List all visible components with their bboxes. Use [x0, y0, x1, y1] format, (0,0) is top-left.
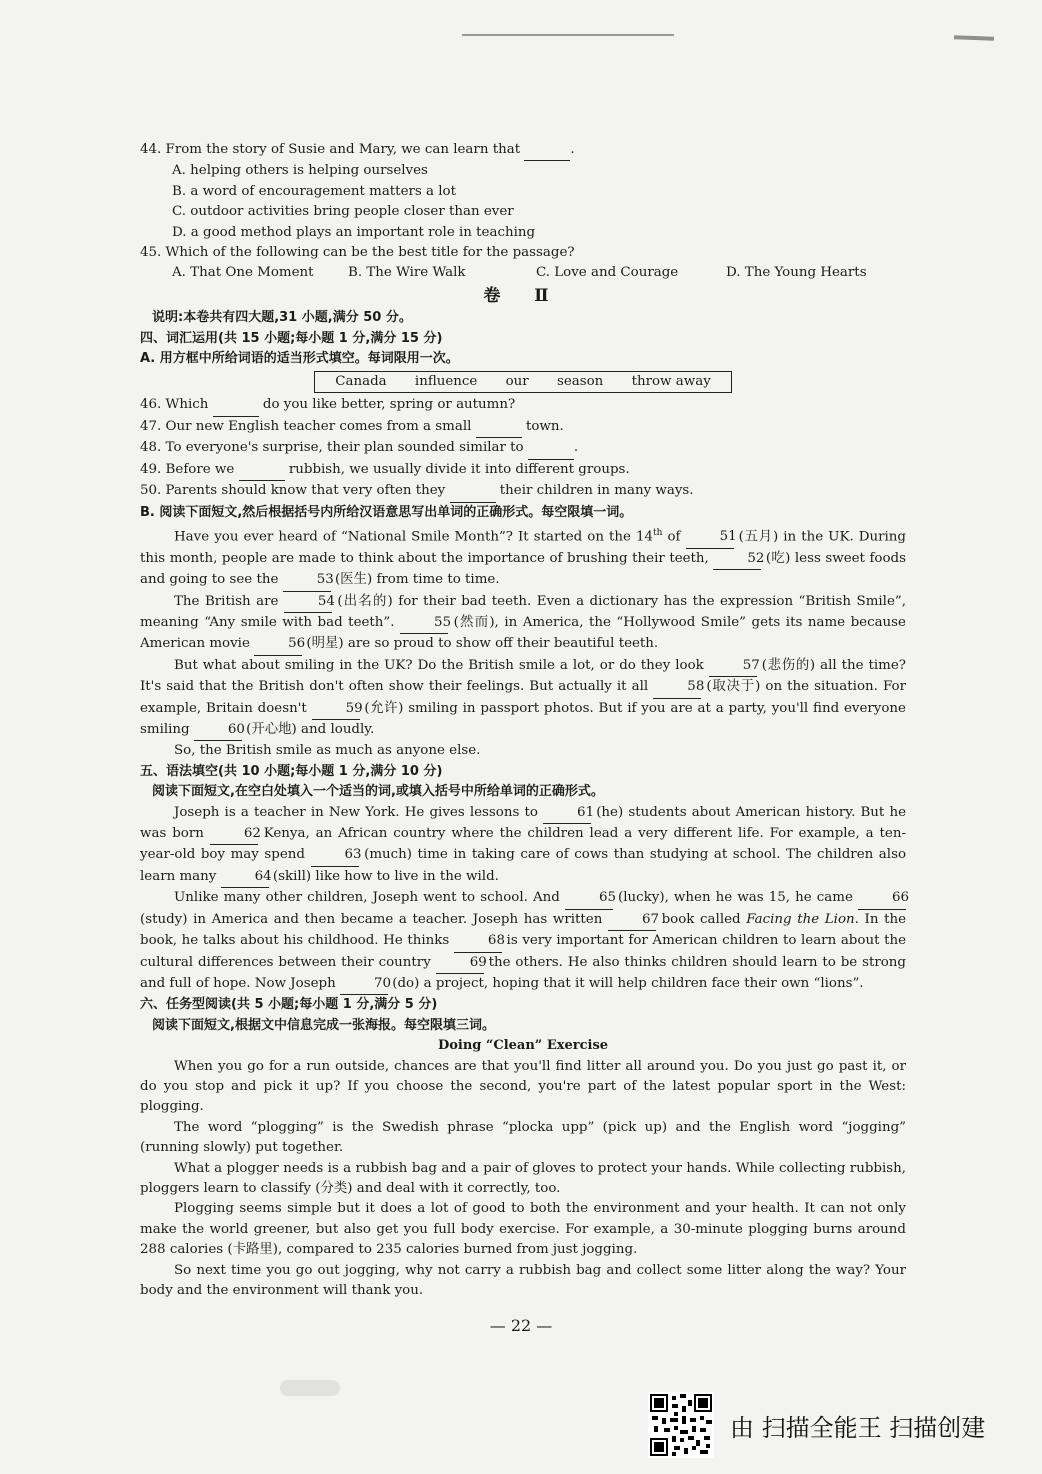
passage-d-title: Doing “Clean” Exercise — [437, 1038, 609, 1054]
question-48: 48. To everyone's surprise, their plan sounded similar to . — [140, 438, 906, 459]
page-number: — 22 — — [489, 1316, 553, 1335]
passage-b-paragraph-2: The British are 54 (出名的) for their bad teeth. Even a dictionary has the expression “British Smile”, meaning “Any smile with bad teeth”. 55 (然而), in America, the “Hollywood Smile” gets its name because American movie 56 (明星) are so proud to show off their beautiful teeth. — [140, 592, 906, 656]
blank-58: 58 — [653, 677, 701, 698]
answer-blank — [524, 140, 570, 161]
q45-option-a: A. That One Moment — [172, 265, 314, 281]
question-46: 46. Which do you like better, spring or autumn? — [140, 395, 906, 416]
blank-64: 64 — [221, 867, 269, 888]
blank-51: 51 — [686, 527, 734, 548]
word-box-item: throw away — [631, 374, 711, 390]
answer-blank — [239, 460, 285, 481]
passage-d-paragraph: The word “plogging” is the Swedish phrase “plocka upp” (pick up) and the English word “jogging” (running slowly) put together. — [140, 1119, 906, 1156]
blank-70: 70 — [340, 974, 388, 995]
scanner-watermark — [648, 1392, 985, 1458]
passage-c-paragraph-1: Joseph is a teacher in New York. He gives lessons to 61 (he) students about American history. But he was born 62 Kenya, an African country where the children lead a very different life. For example, a ten-year-old boy may spend 63 (much) time in taking care of cows than studying at school. The children also learn many 64 (skill) like how to live in the wild. — [140, 803, 906, 889]
passage-b-paragraph-4: So, the British smile as much as anyone else. — [174, 743, 481, 759]
passage-d-paragraph: So next time you go out jogging, why not carry a rubbish bag and collect some litter along the way? Your body and the environment will thank you. — [140, 1262, 906, 1298]
word-box — [314, 371, 732, 393]
question-49: 49. Before we rubbish, we usually divide it into different groups. — [140, 460, 906, 481]
passage-d-paragraph: When you go for a run outside, chances are that you'll find litter all around you. Do you just go past it, or do you stop and pick it up? If you choose the second, you're part of the latest popular sport in the West: plogging. — [140, 1058, 906, 1115]
passage-b-paragraph-3: But what about smiling in the UK? Do the British smile a lot, or do they look 57 (悲伤的) all the time? It's said that the British don't often show their feelings. But actually it all 58 (取决于) on the situation. For example, Britain doesn't 59 (允许) smiling in passport photos. But if you are at a party, you'll find everyone smiling 60 (开心地) and loudly. — [140, 656, 906, 742]
question-45: 45. Which of the following can be the best title for the passage? — [140, 245, 575, 261]
blank-61: 61 — [543, 803, 591, 824]
passage-b-paragraph-1: Have you ever heard of “National Smile Month”? It started on the 14th of 51 (五月) in the UK. During this month, people are made to think about the importance of brushing their teeth, 52 (吃) less sweet foods and going to see the 53 (医生) from time to time. — [140, 523, 906, 592]
q44-option-b: B. a word of encouragement matters a lot — [172, 183, 456, 199]
answer-blank — [213, 395, 259, 416]
word-box-item: influence — [414, 374, 478, 390]
section-4b-instruction: B. 阅读下面短文,然后根据括号内所给汉语意思写出单词的正确形式。每空限填一词。 — [140, 504, 633, 520]
answer-blank — [528, 438, 574, 459]
blank-65: 65 — [565, 888, 613, 909]
word-box-row — [140, 371, 906, 393]
section-5-heading: 五、语法填空(共 10 小题;每小题 1 分,满分 10 分) — [140, 763, 443, 779]
word-box-item: season — [556, 374, 604, 390]
q45-option-d: D. The Young Hearts — [726, 265, 867, 281]
scan-top-rule — [462, 34, 674, 36]
passage-d-paragraph: Plogging seems simple but it does a lot of good to both the environment and your health. It can not only make the world greener, but also get you full body exercise. For example, a 30-minute plogging burns around 288 calories (卡路里), compared to 235 calories burned from just jogging. — [140, 1201, 906, 1258]
blank-66: 66 — [858, 888, 906, 909]
answer-blank — [450, 481, 496, 502]
passage-d-paragraph: What a plogger needs is a rubbish bag and a pair of gloves to protect your hands. While collecting rubbish, ploggers learn to classify (分类) and deal with it correctly, too. — [140, 1160, 906, 1196]
q45-option-b: B. The Wire Walk — [348, 265, 466, 281]
blank-52: 52 — [713, 549, 761, 570]
word-box-item: our — [505, 374, 529, 390]
scan-top-mark — [954, 35, 994, 40]
answer-blank — [476, 417, 522, 438]
volume-title: 卷 Ⅱ — [483, 285, 563, 306]
q45-options — [140, 263, 906, 283]
section-5-instruction: 阅读下面短文,在空白处填入一个适当的词,或填入括号中所给单词的正确形式。 — [152, 784, 604, 800]
passage-c-paragraph-2: Unlike many other children, Joseph went to school. And 65 (lucky), when he was 15, he came 66 (study) in America and then became a teacher. Joseph has written 67 book called Facing the Lion. In the book, he talks about his childhood. He thinks 68 is very important for American children to learn about the cultural differences between their country 69 the others. He also thinks children should learn to be strong and full of hope. Now Joseph 70 (do) a project, hoping that it will help children face their own “lions”. — [140, 888, 906, 995]
blank-60: 60 — [194, 720, 242, 741]
question-47: 47. Our new English teacher comes from a small town. — [140, 417, 906, 438]
exam-page — [140, 140, 910, 1301]
word-box-item: Canada — [335, 374, 387, 390]
blank-59: 59 — [312, 699, 360, 720]
section-6-heading: 六、任务型阅读(共 5 小题;每小题 1 分,满分 5 分) — [140, 997, 438, 1013]
blank-67: 67 — [608, 910, 656, 931]
blank-55: 55 — [400, 613, 448, 634]
qr-code-icon — [648, 1392, 714, 1458]
blank-63: 63 — [311, 845, 359, 866]
watermark-text: 由 扫描全能王 扫描创建 — [730, 1413, 986, 1442]
q44-option-c: C. outdoor activities bring people closer than ever — [172, 204, 514, 220]
section-6-instruction: 阅读下面短文,根据文中信息完成一张海报。每空限填三词。 — [152, 1017, 495, 1033]
blank-62: 62 — [210, 824, 258, 845]
question-50: 50. Parents should know that very often they their children in many ways. — [140, 481, 906, 502]
blank-57: 57 — [709, 656, 757, 677]
blank-53: 53 — [283, 570, 331, 591]
blank-69: 69 — [436, 953, 484, 974]
q45-option-c: C. Love and Courage — [536, 265, 679, 281]
book-title: Facing the Lion — [746, 911, 855, 927]
section-4-heading: 四、词汇运用(共 15 小题;每小题 1 分,满分 15 分) — [140, 330, 443, 346]
section-4a-instruction: A. 用方框中所给词语的适当形式填空。每词限用一次。 — [140, 351, 459, 367]
blank-56: 56 — [254, 634, 302, 655]
scan-smudge — [280, 1380, 340, 1396]
question-44: 44. From the story of Susie and Mary, we can learn that . — [140, 140, 906, 161]
blank-68: 68 — [454, 931, 502, 952]
blank-54: 54 — [284, 592, 332, 613]
q44-option-a: A. helping others is helping ourselves — [172, 163, 428, 179]
q44-option-d: D. a good method plays an important role in teaching — [172, 224, 536, 240]
volume-instructions: 说明:本卷共有四大题,31 小题,满分 50 分。 — [152, 310, 412, 326]
